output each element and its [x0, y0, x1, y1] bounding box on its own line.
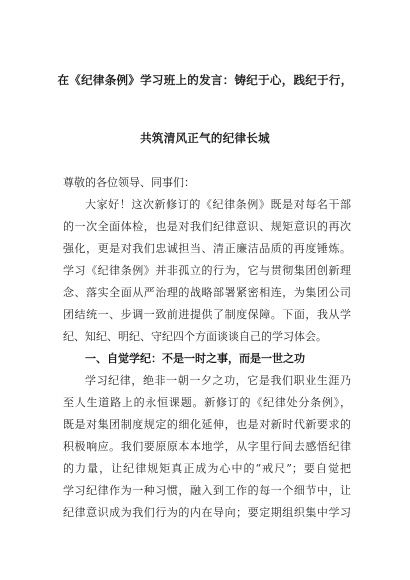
paragraph-line: 学习纪律作为一种习惯，融入到工作的每一个细节中，让	[63, 484, 351, 497]
paragraph-line: 的力量，让纪律规矩真正成为心中的“戒尺”；要自觉把	[63, 462, 351, 475]
paragraph-line: 至人生道路上的永恒课题。新修订的《纪律处分条例》，	[63, 396, 351, 409]
document-title-line-1: 在《纪律条例》学习班上的发言：铸纪于心，践纪于行，	[57, 73, 353, 87]
paragraph-line: 既是对集团制度规定的细化延伸，也是对新时代新要求的	[63, 418, 351, 431]
paragraph-line: 念、落实全面从严治理的战略部署紧密相连，为集团公司	[63, 286, 351, 299]
paragraph-line: 积极响应。我们要原原本本地学，从字里行间去感悟纪律	[63, 440, 351, 453]
paragraph-line: 团结统一、步调一致前进提供了制度保障。下面，我从学	[63, 308, 351, 321]
paragraph-line: 纪、知纪、明纪、守纪四个方面谈谈自己的学习体会。	[63, 330, 327, 343]
document-body	[63, 0, 351, 580]
paragraph-line: 学习纪律，绝非一朝一夕之功，它是我们职业生涯乃	[85, 374, 351, 387]
paragraph-line: 大家好！这次新修订的《纪律条例》既是对每名干部	[85, 198, 351, 211]
paragraph-line: 纪律意识成为我们行为的内在导向；要定期组织集中学习	[63, 506, 351, 519]
salutation: 尊敬的各位领导、同事们：	[63, 176, 195, 189]
paragraph-line: 学习《纪律条例》并非孤立的行为，它与贯彻集团创新理	[63, 264, 351, 277]
paragraph-line: 的一次全面体检，也是对我们纪律意识、规矩意识的再次	[63, 220, 351, 233]
document-title-line-2: 共筑清风正气的纪律长城	[140, 131, 270, 145]
paragraph-line: 强化，更是对我们忠诚担当、清正廉洁品质的再度锤炼。	[63, 242, 351, 255]
section-heading: 一、自觉学纪：不是一时之事，而是一世之功	[85, 352, 305, 365]
